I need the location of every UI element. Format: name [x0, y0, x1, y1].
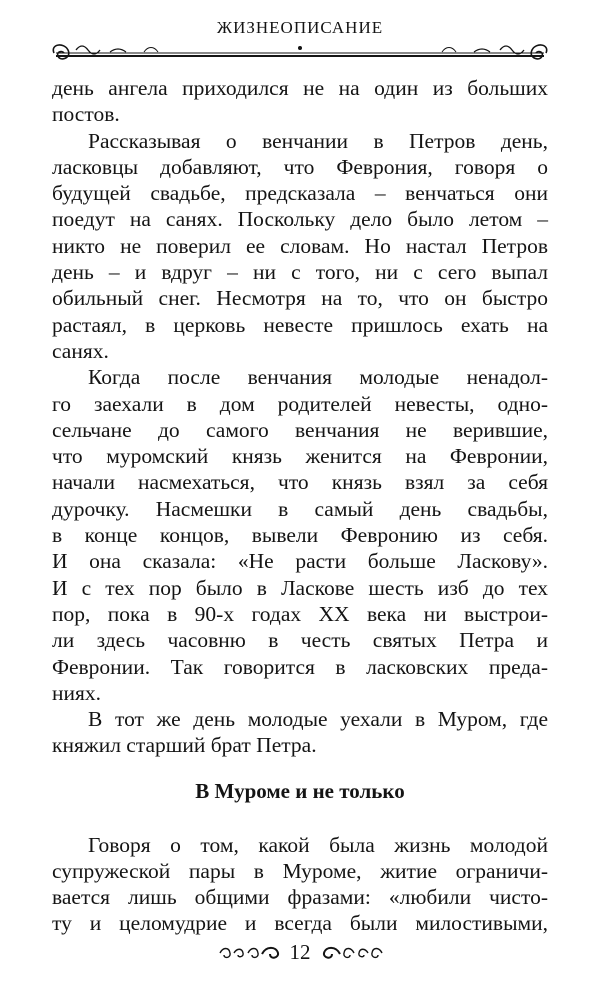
running-header: ЖИЗНЕОПИСАНИЕ: [216, 18, 384, 37]
text-line: вается лишь общими фразами: «любили чисто-: [52, 885, 548, 910]
text-line: день – и вдруг – ни с того, ни с сего выпал: [52, 260, 548, 285]
text-line: день ангела приходился не на один из больших: [52, 76, 548, 100]
text-line: никто не поверил ее словам. Но настал Петров: [52, 233, 548, 258]
header-ornament-divider: [50, 40, 550, 66]
text-line: пор, пока в 90-х годах XX века ни выстрои-: [52, 601, 548, 626]
text-line: сельчане до самого венчания не верившие,: [52, 417, 548, 442]
text-line: обильный снег. Несмотря на то, что он быстро: [52, 286, 548, 311]
footer-ornament-right-icon: [322, 944, 384, 962]
text-line: в конце концов, вывели Февронию из себя.: [52, 523, 548, 548]
text-line: дурочку. Насмешки в самый день свадьбы,: [52, 496, 548, 521]
text-line: ли здесь часовню в честь святых Петра и: [52, 628, 548, 653]
text-line: Говоря о том, какой была жизнь молодой: [88, 832, 548, 857]
text-line: ниях.: [52, 680, 102, 705]
section-heading: В Муроме и не только: [195, 779, 405, 803]
text-line: Когда после венчания молодые ненадол-: [88, 365, 548, 390]
page-footer: [0, 938, 600, 968]
text-line: И она сказала: «Не расти больше Ласкову».: [52, 549, 548, 574]
section-paragraph-1: [52, 832, 548, 937]
text-line: постов.: [52, 102, 120, 127]
paragraph-4: [52, 706, 548, 759]
text-line: что муромский князь женится на Февронии,: [52, 444, 548, 469]
text-line: санях.: [52, 338, 109, 363]
text-line: В тот же день молодые уехали в Муром, где: [88, 707, 548, 732]
text-line: начали насмехаться, что князь взял за себя: [52, 470, 548, 495]
main-text: [52, 75, 548, 759]
section-text: [52, 810, 548, 958]
text-line: Февронии. Так говорится в ласковских преда-: [52, 654, 548, 679]
paragraph-3: [52, 364, 548, 706]
paragraph-1: [52, 75, 548, 128]
text-line: поедут на санях. Поскольку дело было летом –: [52, 207, 548, 232]
text-line: Рассказывая о венчании в Петров день,: [88, 128, 548, 153]
text-line: растаял, в церковь невесте пришлось ехать на: [52, 312, 548, 337]
text-line: ту и целомудрие и всегда были милостивыми,: [52, 911, 548, 936]
page-number: 12: [289, 940, 311, 964]
paragraph-2: [52, 128, 548, 365]
text-line: го заехали в дом родителей невесты, одно-: [52, 391, 548, 416]
text-line: И с тех пор было в Ласкове шесть изб до тех: [52, 575, 548, 600]
text-line: будущей свадьбе, предсказала – венчаться они: [52, 181, 548, 206]
text-line: супружеской пары в Муроме, житие ограничи-: [52, 858, 548, 883]
text-line: ласковцы добавляют, что Феврония, говоря о: [52, 154, 548, 179]
text-line: княжил старший брат Петра.: [52, 733, 317, 758]
